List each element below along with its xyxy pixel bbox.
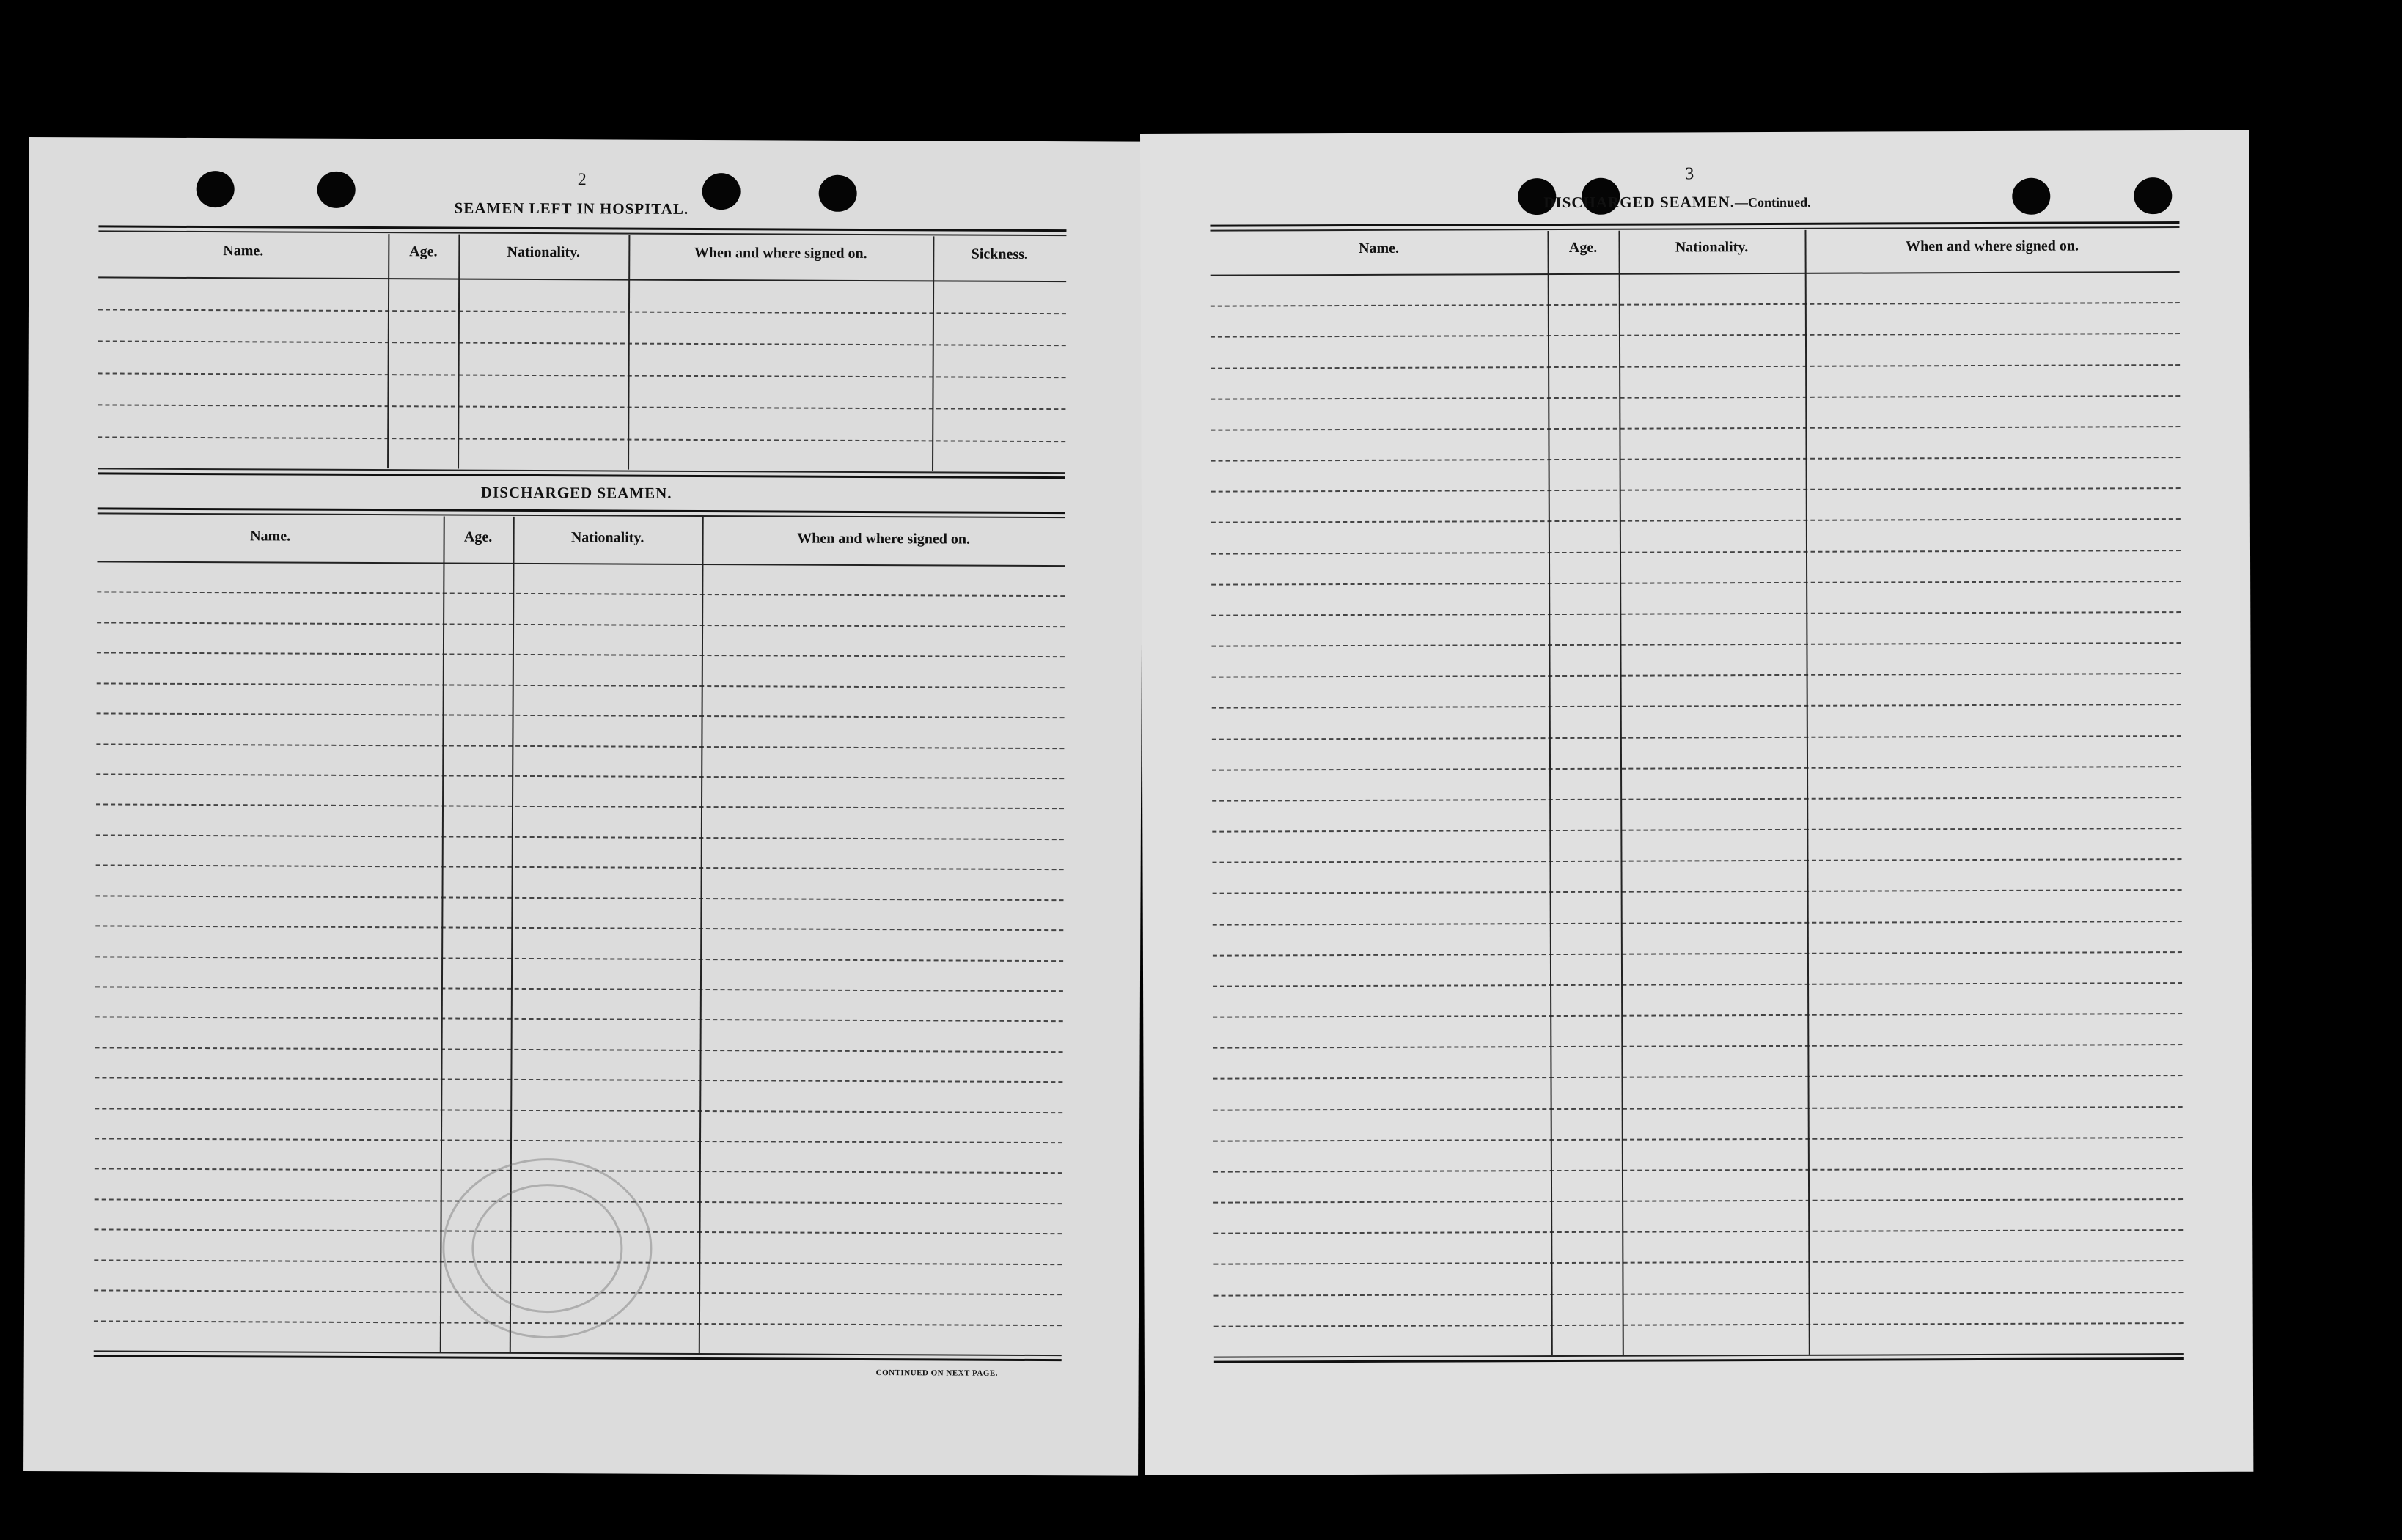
entry-row-line — [97, 682, 1065, 688]
entry-row-line — [95, 986, 1063, 992]
column-divider — [440, 516, 445, 1352]
discharged-section-title: DISCHARGED SEAMEN. — [480, 483, 672, 502]
title-main: DISCHARGED SEAMEN. — [1543, 193, 1736, 212]
entry-row-line — [1213, 921, 2182, 926]
entry-row-line — [1211, 487, 2181, 493]
entry-row-line — [1213, 1260, 2183, 1265]
entry-row-line — [1211, 333, 2180, 338]
entry-row-line — [98, 309, 1066, 314]
entry-row-line — [1214, 1292, 2184, 1297]
punch-hole — [197, 171, 235, 207]
column-divider — [628, 235, 630, 470]
entry-row-line — [98, 404, 1065, 410]
table-top-rule — [98, 512, 1065, 518]
column-header-age: Age. — [409, 243, 438, 260]
entry-row-line — [98, 372, 1066, 378]
entry-row-line — [1211, 642, 2181, 647]
column-header-name: Name. — [1359, 240, 1400, 257]
hospital-rows — [29, 137, 1144, 142]
column-header-when-where: When and where signed on. — [1906, 237, 2079, 255]
entry-row-line — [95, 1047, 1063, 1053]
column-divider — [458, 235, 460, 469]
entry-row-line — [96, 803, 1064, 809]
table-bottom-rule — [1214, 1357, 2184, 1363]
column-header-age: Age. — [1568, 239, 1598, 256]
entry-row-line — [1213, 1198, 2183, 1204]
entry-row-line — [1214, 1322, 2184, 1327]
header-bottom-rule — [98, 276, 1066, 282]
entry-row-line — [96, 864, 1064, 870]
continued-rows — [1140, 130, 2249, 134]
column-header-name: Name. — [223, 243, 264, 259]
entry-row-line — [1211, 395, 2180, 400]
entry-row-line — [1213, 1044, 2182, 1049]
entry-row-line — [95, 1108, 1062, 1113]
entry-row-line — [1211, 518, 2181, 523]
column-header-nationality: Nationality. — [570, 529, 644, 546]
page-number: 2 — [577, 170, 587, 190]
entry-row-line — [1213, 1075, 2182, 1080]
column-divider — [387, 234, 389, 468]
column-divider — [699, 517, 704, 1353]
continued-footer: CONTINUED ON NEXT PAGE. — [875, 1368, 999, 1378]
entry-row-line — [1211, 457, 2181, 462]
entry-row-line — [97, 622, 1065, 627]
title-suffix: —Continued. — [1734, 194, 1811, 210]
entry-row-line — [1213, 1106, 2183, 1111]
entry-row-line — [97, 652, 1065, 657]
entry-row-line — [97, 591, 1065, 597]
entry-row-line — [98, 340, 1066, 346]
column-header-when-where: When and where signed on. — [694, 244, 867, 262]
punch-hole — [2134, 177, 2172, 214]
punch-hole — [317, 172, 356, 208]
table-top-rule — [1210, 226, 2179, 232]
entry-row-line — [1212, 858, 2181, 863]
left-page — [23, 137, 1144, 1476]
entry-row-line — [96, 773, 1064, 779]
entry-row-line — [95, 925, 1063, 931]
table-top-rule — [98, 230, 1066, 236]
table-bottom-rule — [98, 472, 1065, 479]
column-header-nationality: Nationality. — [507, 243, 581, 261]
column-header-name: Name. — [250, 528, 291, 545]
entry-row-line — [1211, 426, 2180, 431]
entry-row-line — [1213, 1229, 2183, 1234]
entry-row-line — [95, 1138, 1062, 1143]
punch-hole — [819, 175, 857, 212]
header-bottom-rule — [97, 561, 1065, 567]
entry-row-line — [1213, 951, 2182, 957]
column-divider — [1618, 231, 1623, 1355]
column-divider — [932, 236, 934, 471]
entry-row-line — [1213, 1013, 2182, 1018]
entry-row-line — [1211, 611, 2181, 616]
entry-row-line — [1212, 704, 2181, 709]
table-top-rule — [1210, 221, 2179, 227]
column-divider — [1547, 231, 1552, 1355]
entry-row-line — [1213, 889, 2182, 894]
entry-row-line — [1211, 302, 2180, 307]
discharged-rows — [29, 137, 1144, 142]
column-divider — [1804, 230, 1810, 1355]
entry-row-line — [1212, 828, 2181, 833]
faint-stamp — [471, 1184, 623, 1314]
hospital-section-title: SEAMEN LEFT IN HOSPITAL. — [454, 199, 689, 218]
entry-row-line — [1212, 735, 2181, 740]
header-bottom-rule — [1211, 271, 2180, 276]
entry-row-line — [1211, 364, 2180, 369]
entry-row-line — [1212, 766, 2181, 771]
right-page — [1140, 130, 2253, 1475]
entry-row-line — [95, 956, 1063, 962]
entry-row-line — [95, 1077, 1062, 1083]
discharged-continued-title — [1543, 193, 1810, 212]
entry-row-line — [1213, 982, 2182, 987]
entry-row-line — [1212, 673, 2181, 678]
entry-row-line — [1213, 1168, 2183, 1173]
entry-row-line — [1211, 581, 2181, 586]
entry-row-line — [95, 1016, 1063, 1022]
entry-row-line — [96, 743, 1064, 749]
column-header-age: Age. — [463, 528, 493, 545]
entry-row-line — [97, 712, 1065, 718]
entry-row-line — [98, 436, 1065, 442]
entry-row-line — [95, 895, 1063, 901]
column-header-when-where: When and where signed on. — [797, 530, 971, 548]
entry-row-line — [1211, 550, 2181, 555]
column-header-sickness: Sickness. — [971, 246, 1028, 262]
column-header-nationality: Nationality. — [1675, 239, 1749, 256]
table-bottom-rule — [94, 1355, 1062, 1361]
entry-row-line — [1213, 1137, 2183, 1142]
punch-hole — [2012, 178, 2050, 215]
page-number: 3 — [1685, 164, 1694, 184]
table-bottom-rule — [1214, 1353, 2184, 1358]
punch-hole — [702, 173, 741, 210]
entry-row-line — [96, 834, 1064, 840]
entry-row-line — [1212, 797, 2181, 802]
